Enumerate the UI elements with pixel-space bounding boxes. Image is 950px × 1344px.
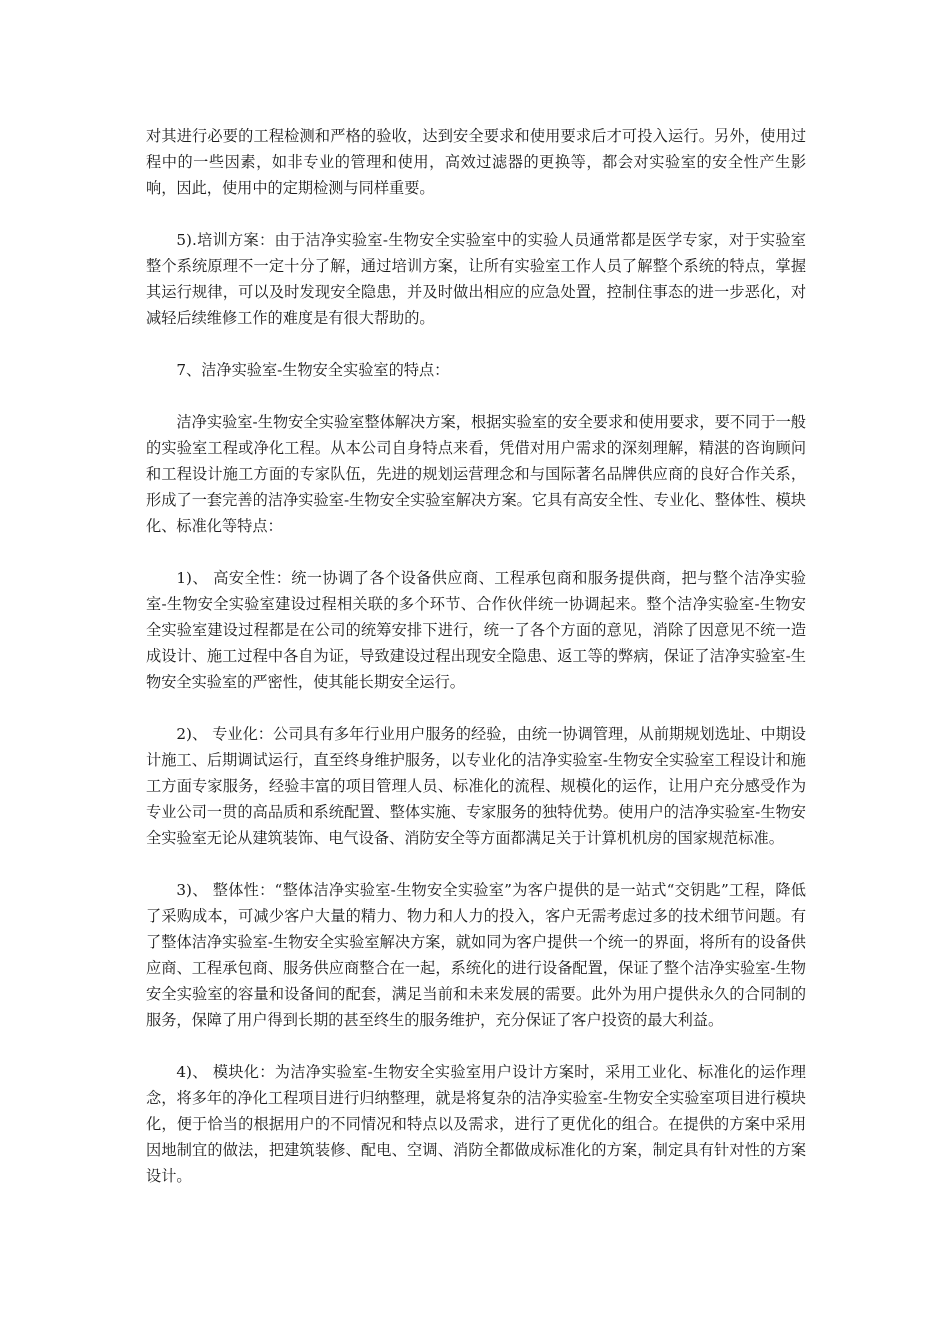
paragraph-features-intro: 洁净实验室-生物安全实验室整体解决方案，根据实验室的安全要求和使用要求，要不同于一般的实验室工程或净化工程。从本公司自身特点来看，凭借对用户需求的深刻理解，精湛的咨询顾问和工程设计施工方面的专家队伍，先进的规划运营理念和与国际著名品牌供应商的良好合作关系，形成了一套完善的洁净实验室-生物安全实验室解决方案。它具有高安全性、专业化、整体性、模块化、标准化等特点： [146, 413, 806, 535]
paragraph-continuation: 对其进行必要的工程检测和严格的验收，达到安全要求和使用要求后才可投入运行。另外，使用过程中的一些因素，如非专业的管理和使用，高效过滤器的更换等，都会对实验室的安全性产生影响，因此，使用中的定期检测与同样重要。 [146, 127, 806, 197]
paragraph-high-security: 1)、 高安全性：统一协调了各个设备供应商、工程承包商和服务提供商，把与整个洁净实验室-生物安全实验室建设过程相关联的多个环节、合作伙伴统一协调起来。整个洁净实验室-生物安全实验室建设过程都是在公司的统筹安排下进行，统一了各个方面的意见，消除了因意见不统一造成设计、施工过程中各自为证，导致建设过程出现安全隐患、返工等的弊病，保证了洁净实验室-生物安全实验室的严密性，使其能长期安全运行。 [146, 569, 806, 691]
document-body [146, 123, 806, 1215]
section-heading-features: 7、洁净实验室-生物安全实验室的特点： [176, 361, 450, 379]
paragraph-training-plan: 5).培训方案：由于洁净实验室-生物安全实验室中的实验人员通常都是医学专家，对于实验室整个系统原理不一定十分了解，通过培训方案，让所有实验室工作人员了解整个系统的特点，掌握其运行规律，可以及时发现安全隐患，并及时做出相应的应急处置，控制住事态的进一步恶化，对减轻后续维修工作的难度是有很大帮助的。 [146, 231, 806, 327]
paragraph-professional: 2)、 专业化：公司具有多年行业用户服务的经验，由统一协调管理，从前期规划选址、中期设计施工、后期调试运行，直至终身维护服务，以专业化的洁净实验室-生物安全实验室工程设计和施工方面专家服务，经验丰富的项目管理人员、标准化的流程、规模化的运作，让用户充分感受作为专业公司一贯的高品质和系统配置、整体实施、专家服务的独特优势。使用户的洁净实验室-生物安全实验室无论从建筑装饰、电气设备、消防安全等方面都满足关于计算机机房的国家规范标准。 [146, 725, 806, 847]
paragraph-modular: 4)、 模块化：为洁净实验室-生物安全实验室用户设计方案时，采用工业化、标准化的运作理念，将多年的净化工程项目进行归纳整理，就是将复杂的洁净实验室-生物安全实验室项目进行模块化，便于恰当的根据用户的不同情况和特点以及需求，进行了更优化的组合。在提供的方案中采用因地制宜的做法，把建筑装修、配电、空调、消防全都做成标准化的方案，制定具有针对性的方案设计。 [146, 1063, 806, 1185]
paragraph-integrity: 3)、 整体性：“整体洁净实验室-生物安全实验室”为客户提供的是一站式“交钥匙”工程，降低了采购成本，可减少客户大量的精力、物力和人力的投入，客户无需考虑过多的技术细节问题。有了整体洁净实验室-生物安全实验室解决方案，就如同为客户提供一个统一的界面，将所有的设备供应商、工程承包商、服务供应商整合在一起，系统化的进行设备配置，保证了整个洁净实验室-生物安全实验室的容量和设备间的配套，满足当前和未来发展的需要。此外为用户提供永久的合同制的服务，保障了用户得到长期的甚至终生的服务维护，充分保证了客户投资的最大利益。 [146, 881, 806, 1029]
